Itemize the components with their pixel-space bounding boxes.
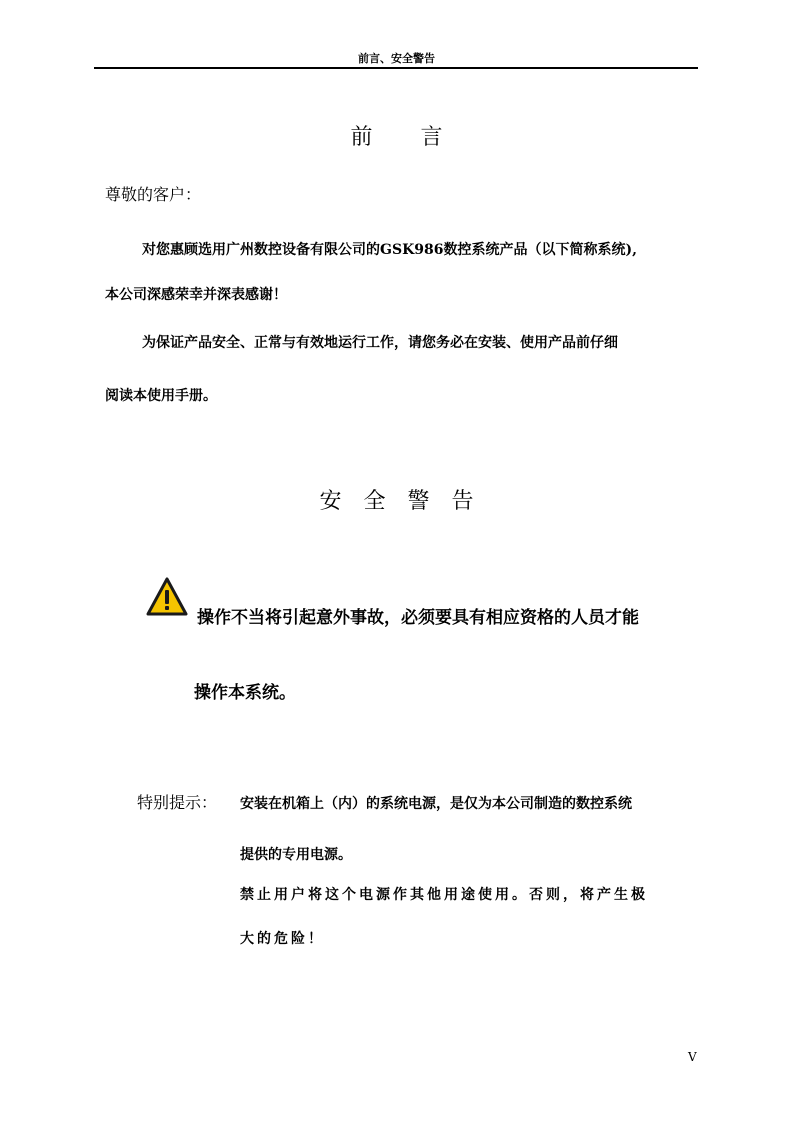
warning-text-line2: 操作本系统。 bbox=[194, 683, 296, 703]
notice-line3: 禁止用户将这个电源作其他用途使用。否则，将产生极 bbox=[240, 887, 648, 903]
running-header: 前言、安全警告 bbox=[358, 52, 435, 65]
notice-line1: 安装在机箱上（内）的系统电源，是仅为本公司制造的数控系统 bbox=[240, 796, 632, 812]
notice-line2: 提供的专用电源。 bbox=[240, 847, 352, 863]
preface-para1-line1: 对您惠顾选用广州数控设备有限公司的GSK986数控系统产品（以下简称系统), bbox=[142, 242, 637, 258]
warning-text-line1: 操作不当将引起意外事故，必须要具有相应资格的人员才能 bbox=[197, 608, 639, 628]
safety-warning-title: 安全警告 bbox=[319, 489, 496, 514]
preface-title: 前言 bbox=[350, 125, 491, 150]
preface-para2-line1: 为保证产品安全、正常与有效地运行工作，请您务必在安装、使用产品前仔细 bbox=[142, 335, 618, 351]
header-rule bbox=[94, 67, 698, 69]
notice-label: 特别提示： bbox=[137, 793, 218, 812]
notice-line4: 大的危险！ bbox=[240, 931, 325, 947]
page-number: V bbox=[688, 1050, 697, 1064]
warning-triangle-icon bbox=[146, 577, 188, 617]
preface-para2-line2: 阅读本使用手册。 bbox=[105, 388, 217, 404]
salutation: 尊敬的客户： bbox=[105, 185, 202, 204]
preface-para1-line2: 本公司深感荣幸并深表感谢！ bbox=[105, 287, 287, 303]
